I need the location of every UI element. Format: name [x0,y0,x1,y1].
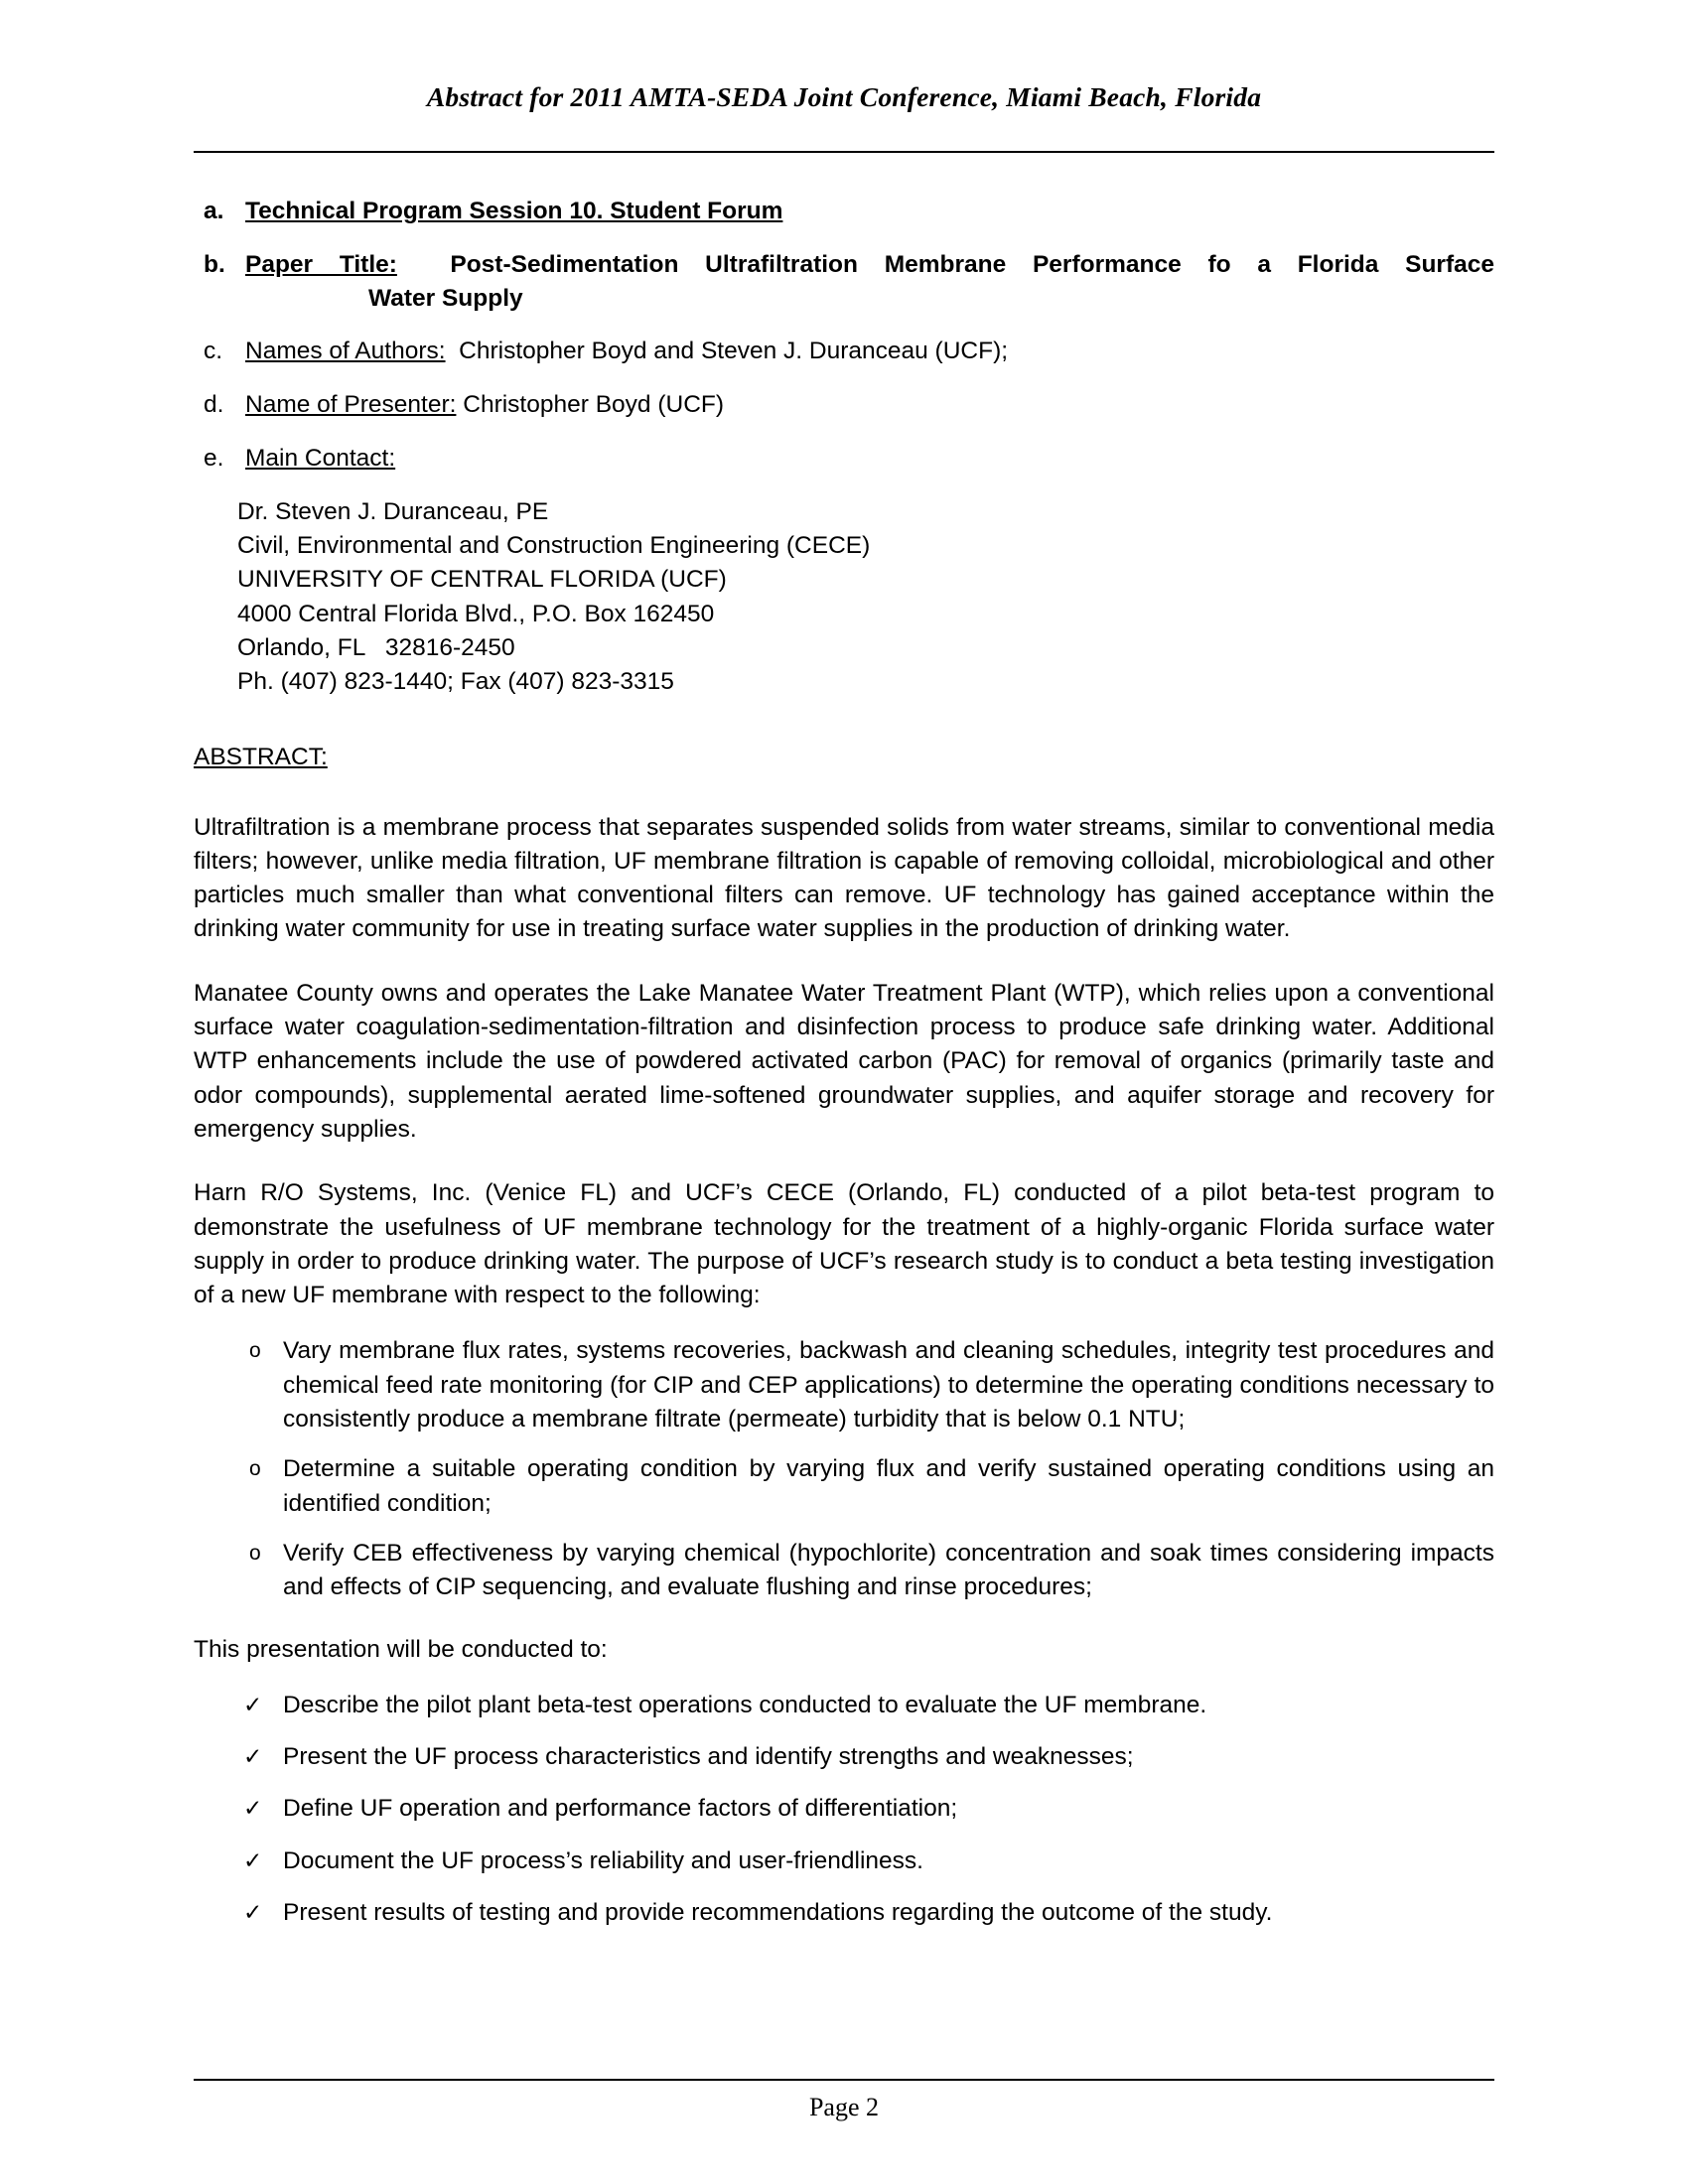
paper-title-line-1 [245,248,1494,282]
check-icon: ✓ [243,1795,263,1822]
item-marker-e: e. [204,444,224,472]
objective-text-1: Vary membrane flux rates, systems recoveries, backwash and cleaning schedules, integrity test procedures and chemical feed rate monitoring (for CIP and CEP applications) to determine the operating conditions necessary to consistently produce a membrane filtrate (permeate) turbidity that is below 0.1 NTU; [283,1337,1494,1433]
list-item-presenter [194,388,1494,422]
header-divider [194,151,1494,153]
list-item [194,1452,1494,1521]
list-item-session [194,195,1494,228]
presentation-lead: This presentation will be conducted to: [194,1635,608,1663]
list-item [194,1792,1494,1826]
page-content [194,0,1494,1930]
paper-title-line-2: Water Supply [368,284,523,312]
list-item [194,1844,1494,1878]
document-header: Abstract for 2011 AMTA-SEDA Joint Conference, Miami Beach, Florida [426,81,1262,112]
check-icon: ✓ [243,1898,263,1925]
circle-bullet-icon: o [249,1457,261,1481]
presentation-text-5: Present results of testing and provide recommendations regarding the outcome of the study. [283,1898,1273,1926]
item-marker-b: b. [204,250,225,278]
check-icon: ✓ [243,1846,263,1873]
paper-title-label: Paper Title: [245,250,397,278]
list-item [194,1689,1494,1722]
objective-text-3: Verify CEB effectiveness by varying chemical (hypochlorite) concentration and soak times considering impacts and effects of CIP sequencing, and evaluate flushing and rinse procedures; [283,1539,1494,1601]
authors-body [245,335,1494,368]
abstract-heading: ABSTRACT: [194,743,328,770]
main-contact-label: Main Contact: [245,444,396,472]
presenter-body [245,388,1494,422]
objectives-list [194,1334,1494,1604]
authors-value: Christopher Boyd and Steven J. Duranceau (UCF); [459,338,1009,365]
presentation-text-3: Define UF operation and performance factors of differentiation; [283,1795,958,1823]
contact-line-2: Civil, Environmental and Construction Engineering (CECE) [237,532,871,560]
abstract-paragraph-1: Ultrafiltration is a membrane process that separates suspended solids from water streams, similar to conventional media filters; however, unlike media filtration, UF membrane filtration is capable of removing colloidal, microbiological and other particles much smaller than what conventional filters can remove. UF technology has gained acceptance within the drinking water community for use in treating surface water supplies in the production of drinking water. [194,813,1494,943]
footer-divider [194,2079,1494,2081]
contact-block [237,495,1494,700]
contact-line-3: UNIVERSITY OF CENTRAL FLORIDA (UCF) [237,566,727,594]
contact-line-6: Ph. (407) 823-1440; Fax (407) 823-3315 [237,668,674,696]
check-icon: ✓ [243,1691,263,1717]
check-icon: ✓ [243,1743,263,1770]
presentation-text-1: Describe the pilot plant beta-test operations conducted to evaluate the UF membrane. [283,1691,1207,1718]
page-number: Page 2 [808,2093,880,2121]
presenter-value: Christopher Boyd (UCF) [463,391,725,419]
paper-title-body [245,248,1494,316]
item-marker-d: d. [204,391,224,419]
presentation-list [194,1689,1494,1930]
circle-bullet-icon: o [249,1339,261,1363]
circle-bullet-icon: o [249,1541,261,1565]
authors-label: Names of Authors: [245,338,446,365]
list-item [194,1537,1494,1605]
page-footer [194,2079,1494,2122]
list-item [194,1740,1494,1774]
list-item [194,1896,1494,1930]
contact-line-5: Orlando, FL 32816-2450 [237,633,515,661]
list-item-paper-title [194,248,1494,316]
item-marker-a: a. [204,198,224,224]
abstract-paragraph-3: Harn R/O Systems, Inc. (Venice FL) and UCF’s CECE (Orlando, FL) conducted of a pilot beta-test program to demonstrate the usefulness of UF membrane technology for the treatment of a highly-organic Florida surface water supply in order to produce drinking water. The purpose of UCF’s research study is to conduct a beta testing investigation of a new UF membrane with respect to the following: [194,1179,1494,1309]
list-item [194,1334,1494,1436]
list-item-main-contact [194,442,1494,476]
presentation-text-4: Document the UF process’s reliability and user-friendliness. [283,1846,923,1874]
objective-text-2: Determine a suitable operating condition by varying flux and verify sustained operating conditions using an identified condition; [283,1455,1494,1517]
paper-title-text-1: Post-Sedimentation Ultrafiltration Membrane Performance fo a Florida Surface [450,250,1494,278]
contact-line-4: 4000 Central Florida Blvd., P.O. Box 162450 [237,600,715,627]
presentation-text-2: Present the UF process characteristics and identify strengths and weaknesses; [283,1743,1134,1771]
abstract-paragraph-2: Manatee County owns and operates the Lake Manatee Water Treatment Plant (WTP), which relies upon a conventional surface water coagulation-sedimentation-filtration and disinfection process to produce safe drinking water. Additional WTP enhancements include the use of powdered activated carbon (PAC) for removal of organics (primarily taste and odor compounds), supplemental aerated lime-softened groundwater supplies, and aquifer storage and recovery for emergency supplies. [194,979,1494,1143]
list-item-authors [194,335,1494,368]
metadata-list [194,195,1494,476]
contact-line-1: Dr. Steven J. Duranceau, PE [237,497,549,525]
presenter-label: Name of Presenter: [245,391,457,419]
session-text: Technical Program Session 10. Student Forum [245,198,783,224]
item-marker-c: c. [204,338,223,365]
